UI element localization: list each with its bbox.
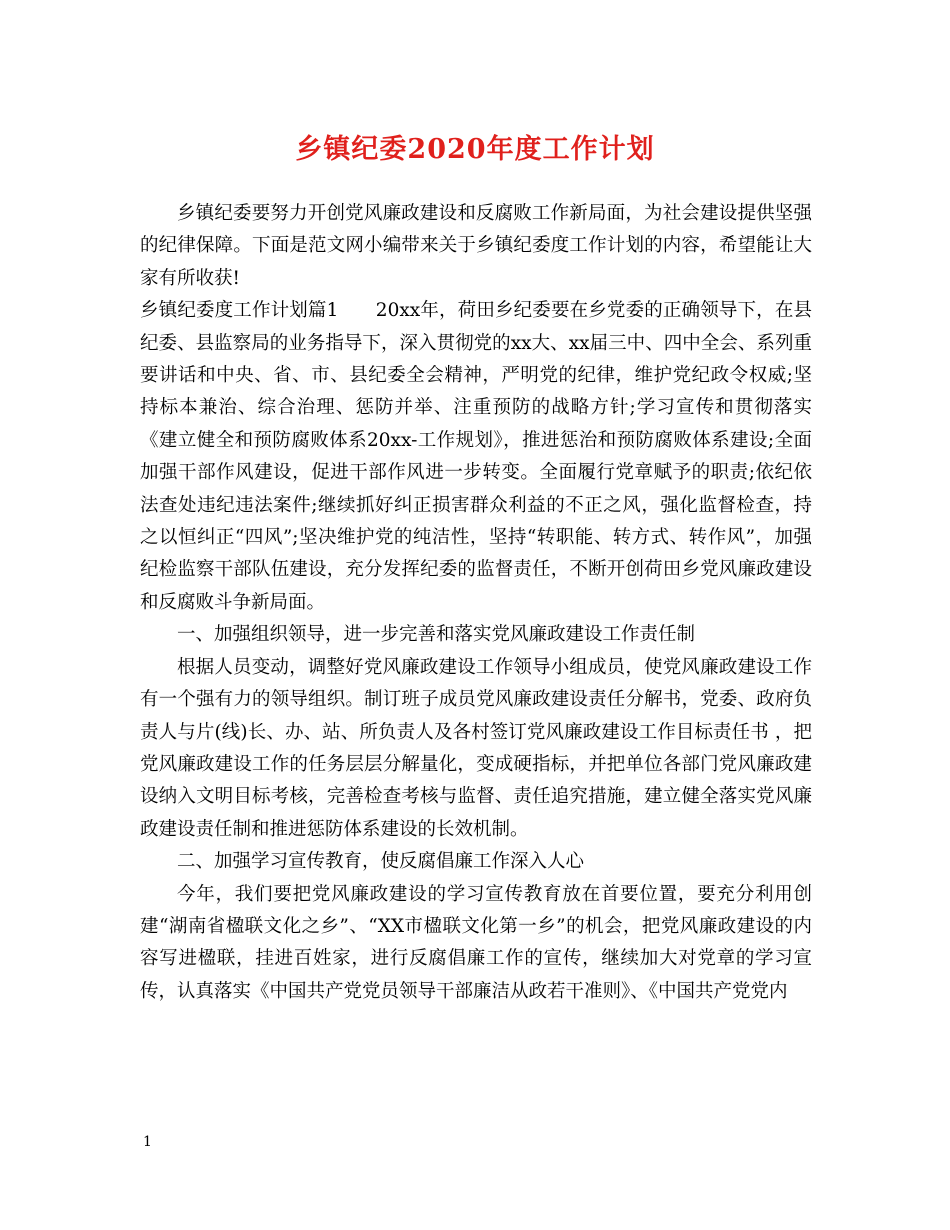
paragraph-plan-1: 乡镇纪委度工作计划篇1 20xx年，荷田乡纪委要在乡党委的正确领导下，在县纪委、县监察局的业务指导下，深入贯彻党的xx大、xx届三中、四中全会、系列重要讲话和中央、省、市、县纪委全会精神，严明党的纪律，维护党纪政令权威;坚持标本兼治、综合治理、惩防并举、注重预防的战略方针;学习宣传和贯彻落实《建立健全和预防腐败体系20xx-工作规划》，推进惩治和预防腐败体系建设;全面加强干部作风建设，促进干部作风进一步转变。全面履行党章赋予的职责;依纪依法查处违纪违法案件;继续抓好纠正损害群众利益的不正之风，强化监督检查，持之以恒纠正“四风”;坚决维护党的纯洁性，坚持“转职能、转方式、转作风”，加强纪检监察干部队伍建设，充分发挥纪委的监督责任，不断开创荷田乡党风廉政建设和反腐败斗争新局面。	[140, 300, 812, 613]
section-heading-2: 二、加强学习宣传教育，使反腐倡廉工作深入人心	[177, 851, 585, 873]
paragraph-section-1: 根据人员变动，调整好党风廉政建设工作领导小组成员，使党风廉政建设工作有一个强有力的领导组织。制订班子成员党风廉政建设责任分解书，党委、政府负责人与片(线)长、办、站、所负责人及各村签订党风廉政建设工作目标责任书 ，把党风廉政建设工作的任务层层分解量化，变成硬指标，并把单位各部门党风廉政建设纳入文明目标考核，完善检查考核与监督、责任追究措施，建立健全落实党风廉政建设责任制和推进惩防体系建设的长效机制。	[140, 656, 812, 840]
page-number: 1	[143, 1134, 152, 1150]
document-body	[140, 198, 812, 1008]
section-heading-1: 一、加强组织领导，进一步完善和落实党风廉政建设工作责任制	[177, 624, 696, 646]
paragraph-intro: 乡镇纪委要努力开创党风廉政建设和反腐败工作新局面，为社会建设提供坚强的纪律保障。下面是范文网小编带来关于乡镇纪委度工作计划的内容，希望能让大家有所收获!	[140, 203, 812, 289]
paragraph-section-2: 今年，我们要把党风廉政建设的学习宣传教育放在首要位置，要充分利用创建“湖南省楹联文化之乡”、“XX市楹联文化第一乡”的机会，把党风廉政建设的内容写进楹联，挂进百姓家，进行反腐倡廉工作的宣传，继续加大对党章的学习宣传，认真落实《中国共产党党员领导干部廉洁从政若干准则》、《中国共产党党内	[140, 883, 812, 1002]
document-title: 乡镇纪委2020年度工作计划	[295, 134, 655, 165]
